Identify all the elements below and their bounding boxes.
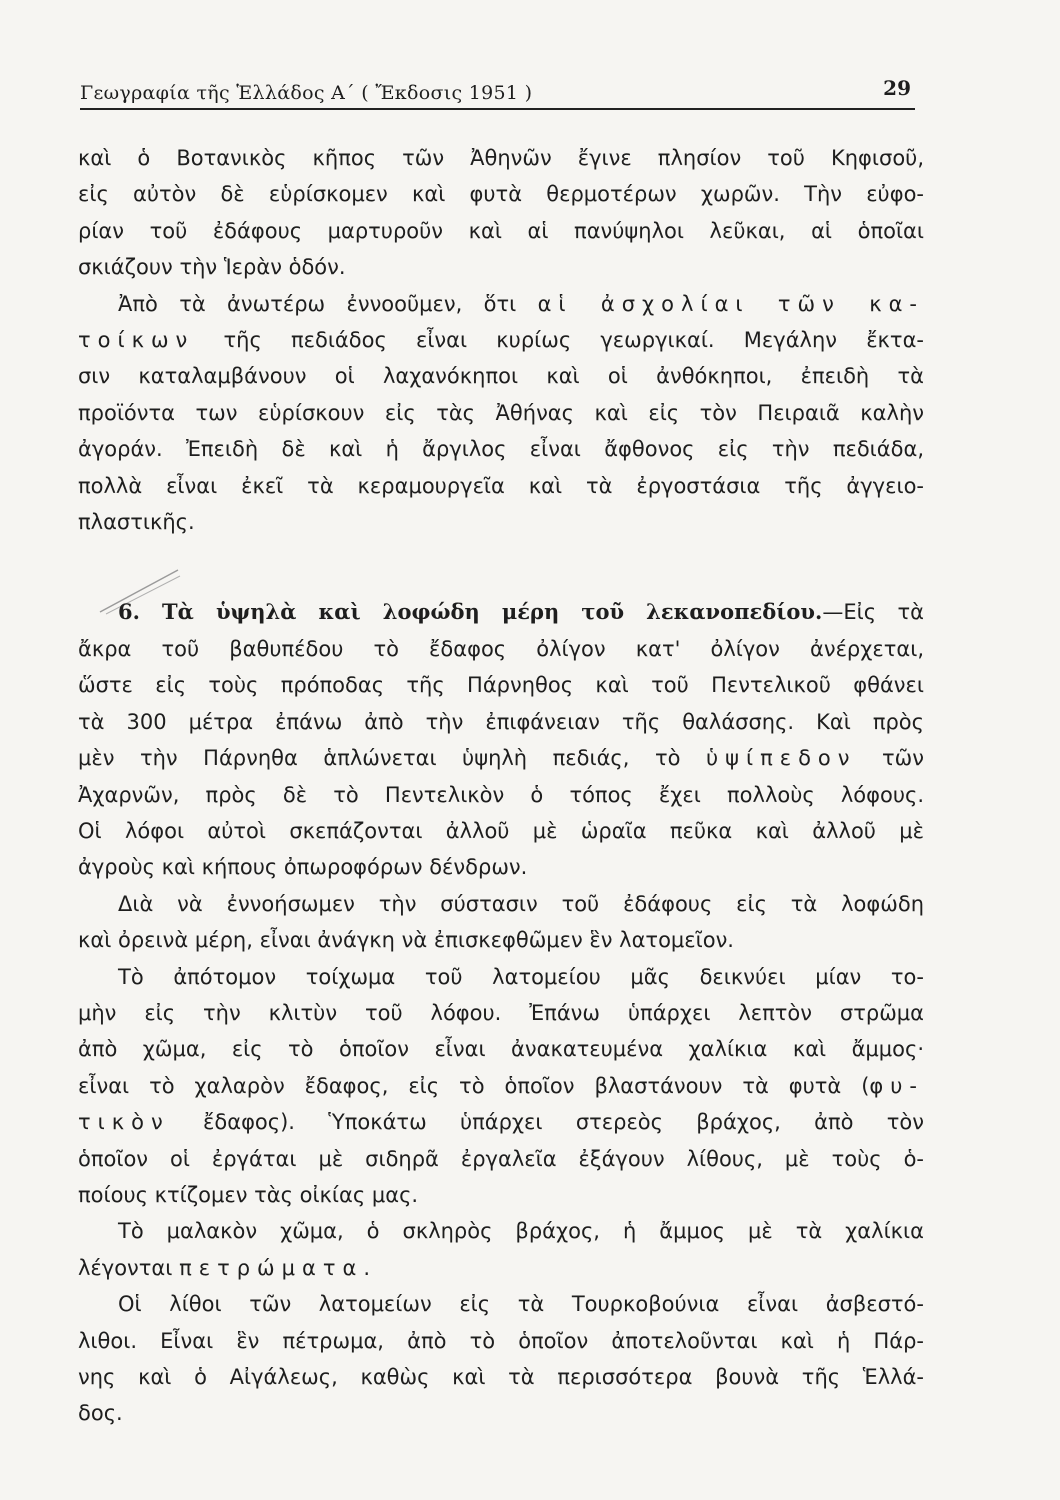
text-line xyxy=(78,322,924,358)
emphasis-text: ὑψίπεδον xyxy=(705,746,857,771)
text-line: Τὸ μαλακὸν χῶμα, ὁ σκληρὸς βράχος, ἡ ἄμμος μὲ τὰ χαλίκια xyxy=(118,1219,924,1244)
text-segment: μὲν τὴν Πάρνηθα ἁπλώνεται ὑψηλὴ πεδιάς, τὸ xyxy=(78,746,681,771)
text-line: εἰς αὐτὸν δὲ εὑρίσκομεν καὶ φυτὰ θερμοτέρων χωρῶν. Τὴν εὐφο- xyxy=(78,182,924,207)
emphasis-text: τικὸν xyxy=(78,1110,170,1135)
text-line: Οἱ λόφοι αὐτοὶ σκεπάζονται ἀλλοῦ μὲ ὡραῖα πεῦκα καὶ ἀλλοῦ μὲ xyxy=(78,818,924,843)
section-heading: 6. Τὰ ὑψηλὰ καὶ λοφώδη μέρη τοῦ λεκανοπεδίου. xyxy=(118,599,823,625)
text-line xyxy=(78,1068,924,1104)
emphasis-text: φυ- xyxy=(869,1073,924,1098)
text-line: ἄκρα τοῦ βαθυπέδου τὸ ἔδαφος ὀλίγον κατ' ὀλίγον ἀνέρχεται, xyxy=(78,636,924,661)
text-line: ποίους κτίζομεν τὰς οἰκίας μας. xyxy=(78,1182,419,1207)
section-gap xyxy=(78,540,924,594)
page-header xyxy=(80,76,915,110)
text-line: δος. xyxy=(78,1401,123,1426)
emphasis-text: πετρώματα. xyxy=(179,1255,377,1280)
emphasis-text: τοίκων xyxy=(78,328,195,353)
page-number: 29 xyxy=(883,76,911,100)
text-line: μὴν εἰς τὴν κλιτὺν τοῦ λόφου. Ἐπάνω ὑπάρχει λεπτὸν στρῶμα xyxy=(78,1000,924,1025)
text-line: ὁποῖον οἱ ἐργάται μὲ σιδηρᾶ ἐργαλεῖα ἐξάγουν λίθους, μὲ τοὺς ὁ- xyxy=(78,1146,924,1171)
text-line: ἀπὸ χῶμα, εἰς τὸ ὁποῖον εἶναι ἀνακατευμένα χαλίκια καὶ ἄμμος· xyxy=(78,1037,924,1062)
text-line xyxy=(78,286,924,322)
body-text xyxy=(78,140,924,1432)
text-line: Τὸ ἀπότομον τοίχωμα τοῦ λατομείου μᾶς δεικνύει μίαν το- xyxy=(118,964,924,989)
text-line: σιν καταλαμβάνουν οἱ λαχανόκηποι καὶ οἱ ἀνθόκηποι, ἐπειδὴ τὰ xyxy=(78,364,924,389)
text-line: καὶ ὁ Βοτανικὸς κῆπος τῶν Ἀθηνῶν ἔγινε πλησίον τοῦ Κηφισοῦ, xyxy=(78,146,924,170)
text-line: Διὰ νὰ ἐννοήσωμεν τὴν σύστασιν τοῦ ἐδάφους εἰς τὰ λοφώδη xyxy=(118,891,924,916)
text-line: ὥστε εἰς τοὺς πρόποδας τῆς Πάρνηθος καὶ τοῦ Πεντελικοῦ φθάνει xyxy=(78,673,924,698)
text-line xyxy=(78,740,924,776)
text-line: σκιάζουν τὴν Ἱερὰν ὁδόν. xyxy=(78,255,346,280)
text-line: Ἀχαρνῶν, πρὸς δὲ τὸ Πεντελικὸν ὁ τόπος ἔχει πολλοὺς λόφους. xyxy=(78,782,924,807)
text-segment: τῶν xyxy=(882,746,924,771)
text-segment: εἶναι τὸ χαλαρὸν ἔδαφος, εἰς τὸ ὁποῖον βλαστάνουν τὰ φυτὰ ( xyxy=(78,1073,870,1098)
text-line: νης καὶ ὁ Αἰγάλεως, καθὼς καὶ τὰ περισσότερα βουνὰ τῆς Ἑλλά- xyxy=(78,1365,924,1389)
text-line: τὰ 300 μέτρα ἐπάνω ἀπὸ τὴν ἐπιφάνειαν τῆς θαλάσσης. Καὶ πρὸς xyxy=(78,709,924,734)
text-segment: —Εἰς τὰ xyxy=(822,600,924,625)
text-segment: ἔδαφος). Ὑποκάτω ὑπάρχει στερεὸς βράχος, ἀπὸ τὸν xyxy=(203,1110,924,1135)
text-line: ρίαν τοῦ ἐδάφους μαρτυροῦν καὶ αἱ πανύψηλοι λεῦκαι, αἱ ὁποῖαι xyxy=(78,218,924,243)
text-line: προϊόντα των εὑρίσκουν εἰς τὰς Ἀθήνας καὶ εἰς τὸν Πειραιᾶ καλὴν xyxy=(78,400,924,425)
text-line: λιθοι. Εἶναι ἓν πέτρωμα, ἀπὸ τὸ ὁποῖον ἀποτελοῦνται καὶ ἡ Πάρ- xyxy=(78,1328,924,1353)
text-line: ἀγοράν. Ἐπειδὴ δὲ καὶ ἡ ἄργιλος εἶναι ἄφθονος εἰς τὴν πεδιάδα, xyxy=(78,437,924,462)
text-segment: Ἀπὸ τὰ ἀνωτέρω ἐννοοῦμεν, ὅτι xyxy=(118,291,517,316)
text-line: Οἱ λίθοι τῶν λατομείων εἰς τὰ Τουρκοβούνια εἶναι ἀσβεστό- xyxy=(118,1292,924,1317)
text-line: ἀγροὺς καὶ κήπους ὀπωροφόρων δένδρων. xyxy=(78,855,528,880)
emphasis-text: αἱ ἀσχολίαι τῶν κα- xyxy=(537,291,924,316)
text-segment: λέγονται xyxy=(78,1255,173,1280)
text-line xyxy=(78,1250,924,1286)
text-line xyxy=(78,1104,924,1140)
section-heading-line xyxy=(78,594,924,630)
text-segment: τῆς πεδιάδος εἶναι κυρίως γεωργικαί. Μεγάλην ἔκτα- xyxy=(223,328,924,353)
text-line: πολλὰ εἶναι ἐκεῖ τὰ κεραμουργεῖα καὶ τὰ ἐργοστάσια τῆς ἀγγειο- xyxy=(78,473,924,498)
running-title: Γεωγραφία τῆς Ἑλλάδος Α΄ ( Ἔκδοσις 1951 ) xyxy=(80,82,533,104)
text-line: πλαστικῆς. xyxy=(78,510,195,535)
text-line: καὶ ὀρεινὰ μέρη, εἶναι ἀνάγκη νὰ ἐπισκεφθῶμεν ἓν λατομεῖον. xyxy=(78,928,734,953)
